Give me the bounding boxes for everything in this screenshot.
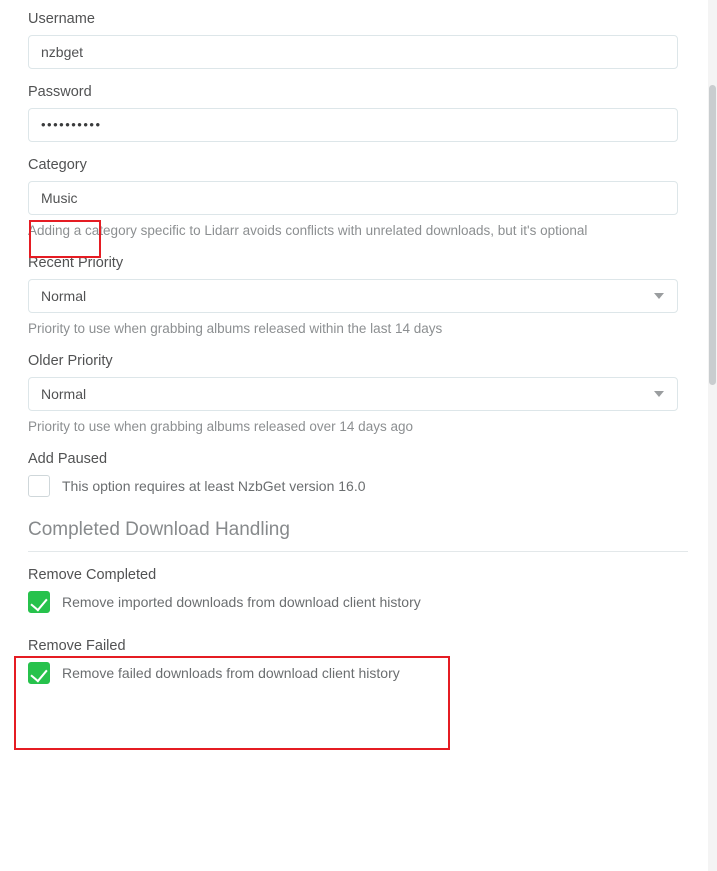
field-recent-priority <box>28 254 672 338</box>
older-priority-select[interactable]: Normal <box>28 377 678 411</box>
remove-failed-checkbox-label: Remove failed downloads from download client history <box>62 665 400 681</box>
category-label: Category <box>28 157 87 173</box>
remove-completed-checkbox[interactable] <box>28 591 50 613</box>
remove-failed-row[interactable] <box>28 662 672 684</box>
remove-completed-checkbox-label: Remove imported downloads from download client history <box>62 594 421 610</box>
add-paused-checkbox[interactable] <box>28 475 50 497</box>
add-paused-label: Add Paused <box>28 451 108 467</box>
remove-failed-label: Remove Failed <box>28 638 126 654</box>
remove-completed-label: Remove Completed <box>28 567 157 583</box>
completed-download-handling-title: Completed Download Handling <box>28 519 688 552</box>
category-hint: Adding a category specific to Lidarr avoids conflicts with unrelated downloads, but it's optional <box>28 223 588 238</box>
scrollbar-track[interactable] <box>708 0 717 871</box>
remove-completed-row[interactable] <box>28 591 672 613</box>
recent-priority-select[interactable]: Normal <box>28 279 678 313</box>
field-add-paused <box>28 450 672 497</box>
field-remove-failed <box>28 637 672 684</box>
recent-priority-hint: Priority to use when grabbing albums released within the last 14 days <box>28 321 443 336</box>
chevron-down-icon <box>654 391 664 397</box>
password-label: Password <box>28 84 92 100</box>
add-paused-checkbox-label: This option requires at least NzbGet version 16.0 <box>62 478 366 494</box>
older-priority-label: Older Priority <box>28 353 113 369</box>
add-paused-row[interactable] <box>28 475 672 497</box>
username-label: Username <box>28 11 95 27</box>
category-input[interactable]: Music <box>28 181 678 215</box>
field-category <box>28 156 672 240</box>
password-input[interactable]: •••••••••• <box>28 108 678 142</box>
field-username <box>28 10 672 69</box>
scrollbar-thumb[interactable] <box>709 85 716 385</box>
older-priority-select-wrap <box>28 377 678 411</box>
field-password <box>28 83 672 142</box>
chevron-down-icon <box>654 293 664 299</box>
field-remove-completed <box>28 566 672 613</box>
older-priority-hint: Priority to use when grabbing albums released over 14 days ago <box>28 419 413 434</box>
recent-priority-select-wrap <box>28 279 678 313</box>
field-older-priority <box>28 352 672 436</box>
username-input[interactable]: nzbget <box>28 35 678 69</box>
spacer <box>28 621 672 637</box>
recent-priority-label: Recent Priority <box>28 255 124 271</box>
remove-failed-checkbox[interactable] <box>28 662 50 684</box>
